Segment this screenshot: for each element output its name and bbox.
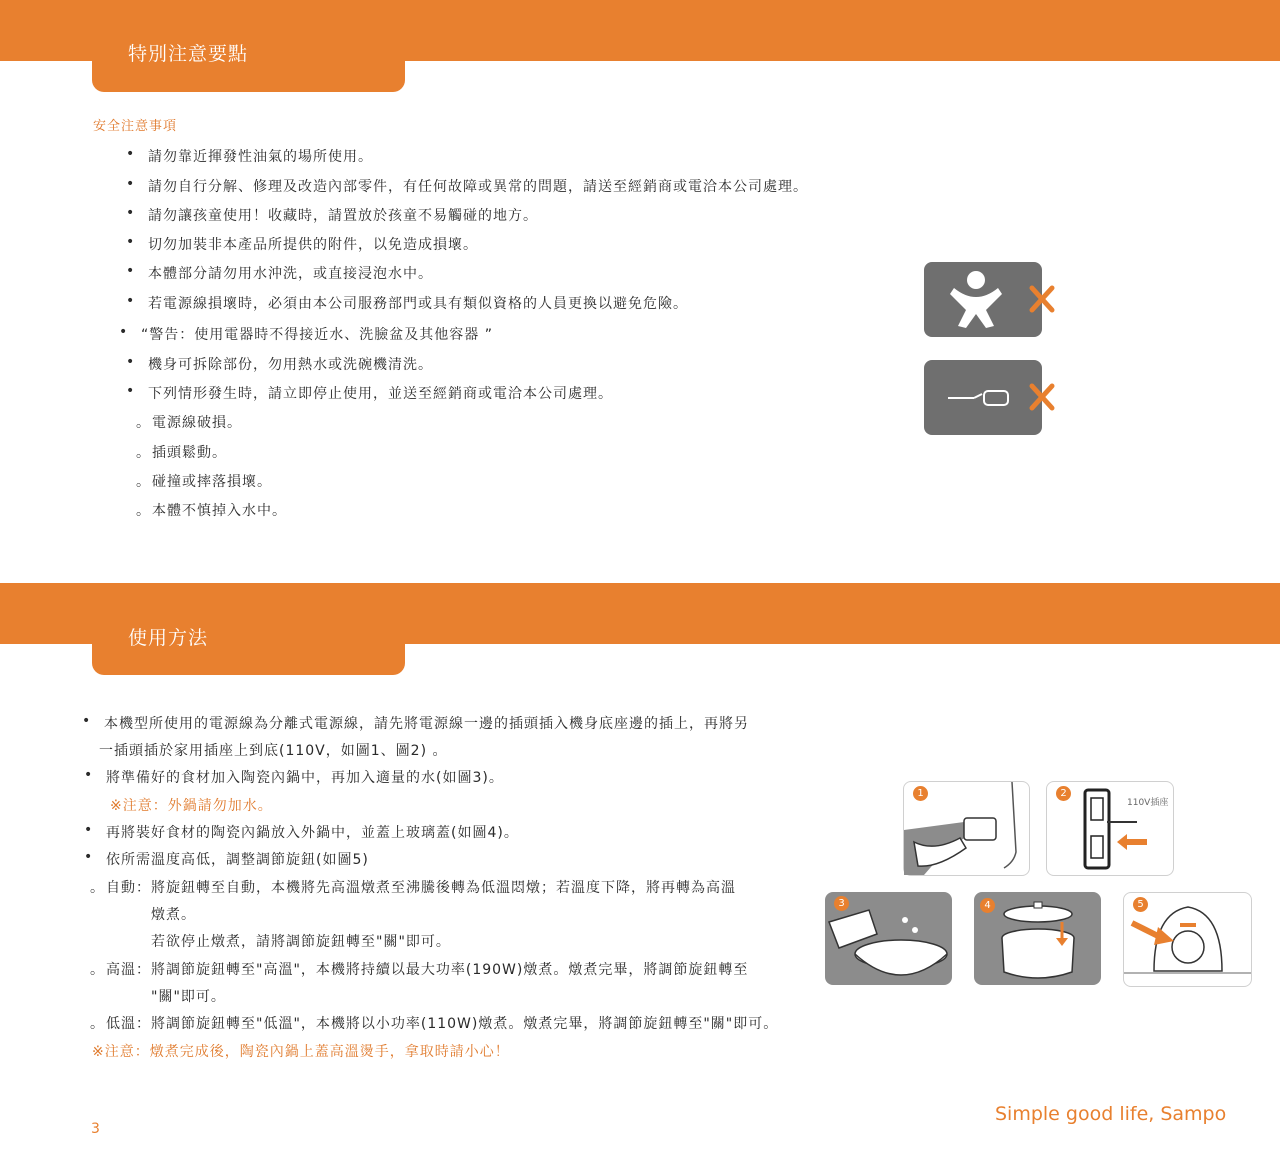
section-title-usage: 使用方法 bbox=[128, 627, 209, 649]
figure-badge: 2 bbox=[1056, 786, 1071, 801]
figure-3 bbox=[825, 892, 952, 985]
usage-line: 若欲停止燉煮，請將調節旋鈕轉至"關"即可。 bbox=[151, 934, 451, 950]
figure-badge: 5 bbox=[1133, 897, 1148, 912]
page-number: 3 bbox=[91, 1121, 100, 1137]
figure-badge: 4 bbox=[980, 898, 995, 913]
figure-5 bbox=[1123, 892, 1252, 987]
safety-item-warning: • “警告：使用電器時不得接近水、洗臉盆及其他容器 ” bbox=[141, 324, 493, 344]
no-cord-damage-icon bbox=[924, 360, 1042, 435]
no-children-icon bbox=[924, 262, 1042, 337]
safety-sub-item: 。 本體不慎掉入水中。 bbox=[152, 500, 287, 520]
safety-subheading: 安全注意事項 bbox=[93, 119, 178, 134]
usage-line: • 再將裝好食材的陶瓷內鍋放入外鍋中，並蓋上玻璃蓋(如圖4)。 bbox=[106, 822, 519, 842]
safety-sub-item: 。 電源線破損。 bbox=[152, 412, 242, 432]
usage-line: • 本機型所使用的電源線為分離式電源線，請先將電源線一邊的插頭插入機身底座邊的插上，再將另 bbox=[104, 713, 749, 733]
safety-item: • 切勿加裝非本產品所提供的附件，以免造成損壞。 bbox=[148, 234, 478, 254]
safety-item: • 請勿自行分解、修理及改造內部零件，有任何故障或異常的問題，請送至經銷商或電洽本公司處理。 bbox=[148, 176, 808, 196]
safety-item: • 請勿讓孩童使用！收藏時，請置放於孩童不易觸碰的地方。 bbox=[148, 205, 538, 225]
socket-label: 110V插座 bbox=[1127, 798, 1169, 808]
safety-item: • 請勿靠近揮發性油氣的場所使用。 bbox=[148, 146, 373, 166]
usage-line: 。 自動：將旋鈕轉至自動，本機將先高溫燉煮至沸騰後轉為低溫悶燉；若溫度下降，將再轉為高溫 bbox=[106, 877, 736, 897]
safety-item: • 本體部分請勿用水沖洗，或直接浸泡水中。 bbox=[148, 263, 433, 283]
safety-item: • 下列情形發生時，請立即停止使用，並送至經銷商或電洽本公司處理。 bbox=[148, 383, 613, 403]
figure-2 bbox=[1046, 781, 1174, 876]
usage-line: • 依所需溫度高低，調整調節旋鈕(如圖5) bbox=[106, 849, 369, 869]
figure-badge: 1 bbox=[913, 786, 928, 801]
usage-line: 。 低溫：將調節旋鈕轉至"低溫"，本機將以小功率(110W)燉煮。燉煮完畢，將調節旋鈕轉至"關"即可。 bbox=[106, 1013, 778, 1033]
usage-caution: ※注意：燉煮完成後，陶瓷內鍋上蓋高溫燙手，拿取時請小心！ bbox=[92, 1044, 510, 1060]
usage-line: 燉煮。 bbox=[151, 907, 196, 923]
usage-line: "關"即可。 bbox=[151, 989, 226, 1005]
figure-4 bbox=[974, 892, 1101, 985]
safety-sub-item: 。 插頭鬆動。 bbox=[152, 442, 227, 462]
usage-line: • 將準備好的食材加入陶瓷內鍋中，再加入適量的水(如圖3)。 bbox=[106, 767, 504, 787]
safety-sub-item: 。 碰撞或摔落損壞。 bbox=[152, 471, 272, 491]
figure-1 bbox=[903, 781, 1030, 876]
usage-line: 一插頭插於家用插座上到底(110V，如圖1、圖2) 。 bbox=[99, 743, 448, 759]
safety-item: • 若電源線損壞時，必須由本公司服務部門或具有類似資格的人員更換以避免危險。 bbox=[148, 293, 688, 313]
section-title-notice: 特別注意要點 bbox=[128, 43, 249, 65]
usage-line: 。 高溫：將調節旋鈕轉至"高溫"，本機將持續以最大功率(190W)燉煮。燉煮完畢，將調節旋鈕轉至 bbox=[106, 959, 748, 979]
safety-item: • 機身可拆除部份，勿用熱水或洗碗機清洗。 bbox=[148, 354, 433, 374]
figure-badge: 3 bbox=[834, 896, 849, 911]
brand-slogan: Simple good life, Sampo bbox=[995, 1103, 1227, 1125]
usage-note: ※注意：外鍋請勿加水。 bbox=[110, 798, 273, 814]
